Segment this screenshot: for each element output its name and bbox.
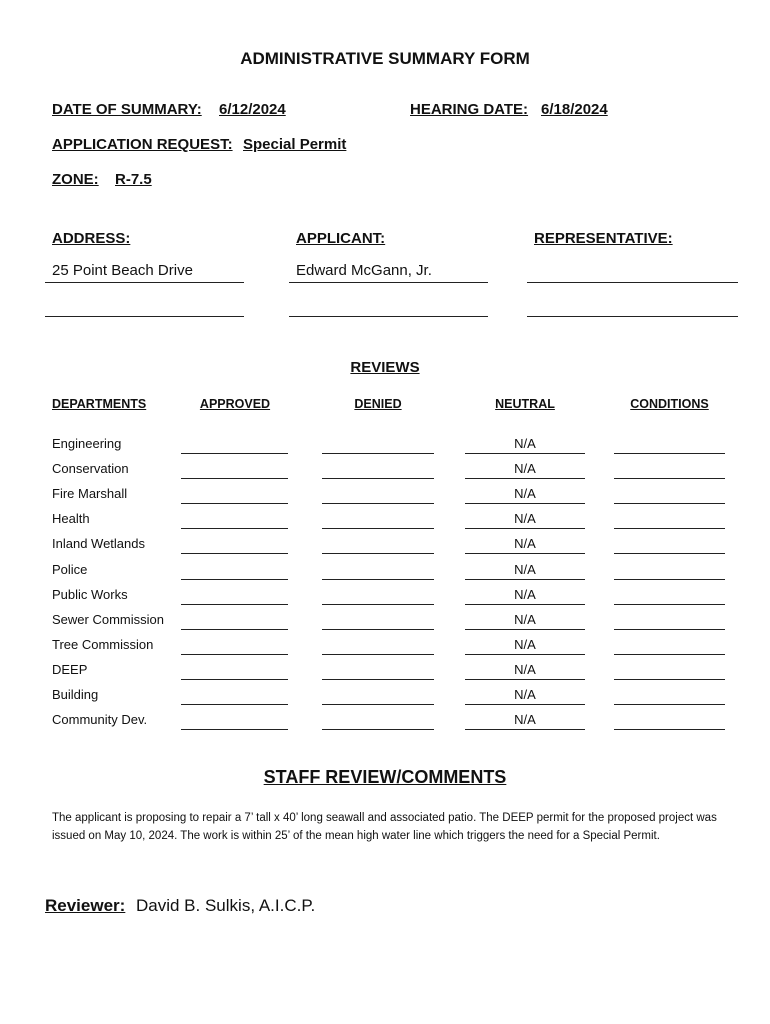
reviewer-label: Reviewer: [45,896,126,915]
conditions-line [614,453,725,454]
conditions-line [614,553,725,554]
denied-line [322,654,434,655]
conditions-line [614,654,725,655]
applicant-label: APPLICANT: [296,230,386,247]
department-name: Conservation [52,461,129,477]
neutral-line [465,679,585,680]
approved-line [181,553,288,554]
hearing-date-value: 6/18/2024 [541,101,608,118]
conditions-line [614,604,725,605]
approved-line [181,679,288,680]
department-name: Engineering [52,436,122,451]
application-request-value: Special Permit [243,136,347,153]
zone-value: R-7.5 [115,171,152,188]
conditions-line [614,579,725,580]
neutral-line [465,503,585,504]
approved-line [181,453,288,454]
neutral-value: N/A [514,636,536,652]
neutral-line [465,729,585,730]
reviews-title: REVIEWS [350,359,420,376]
neutral-value: N/A [514,461,536,477]
staff-review-title: STAFF REVIEW/COMMENTS [263,767,507,787]
neutral-line [465,553,585,554]
form-title: ADMINISTRATIVE SUMMARY FORM [240,49,530,68]
applicant-line-2 [289,316,488,317]
neutral-value: N/A [514,436,536,451]
approved-line [181,579,288,580]
representative-label: REPRESENTATIVE: [534,230,673,247]
department-name: Building [52,687,99,702]
neutral-line [465,579,585,580]
address-line-1 [45,282,244,283]
representative-line-2 [527,316,738,317]
neutral-line [465,453,585,454]
address-value: 25 Point Beach Drive [52,262,193,279]
neutral-line [465,629,585,630]
approved-line [181,704,288,705]
col-approved: APPROVED [199,397,271,411]
department-name: Health [52,511,90,527]
neutral-value: N/A [514,712,536,728]
reviewer-name: David B. Sulkis, A.I.C.P. [136,896,316,915]
conditions-line [614,478,725,479]
neutral-line [465,704,585,705]
denied-line [322,453,434,454]
denied-line [322,478,434,479]
department-name: Inland Wetlands [52,536,145,552]
staff-comments: The applicant is proposing to repair a 7’ tall x 40’ long seawall and associated patio. The DEEP permit for the proposed project was issued on May 10, 2024. The work is within 25’ of the mean high water line which triggers the need for a Special Permit. [52,812,717,842]
denied-line [322,528,434,529]
approved-line [181,528,288,529]
neutral-value: N/A [514,511,536,527]
neutral-value: N/A [514,536,536,552]
conditions-line [614,629,725,630]
department-name: Police [52,561,88,577]
neutral-value: N/A [514,586,536,602]
date-of-summary-value: 6/12/2024 [219,101,286,118]
denied-line [322,604,434,605]
denied-line [322,679,434,680]
department-name: Tree Commission [52,636,154,652]
conditions-line [614,729,725,730]
department-name: Community Dev. [52,712,148,728]
neutral-value: N/A [514,687,536,702]
approved-line [181,654,288,655]
approved-line [181,604,288,605]
date-of-summary-label: DATE OF SUMMARY: [52,101,202,118]
col-neutral: NEUTRAL [495,397,555,411]
approved-line [181,729,288,730]
denied-line [322,729,434,730]
applicant-value: Edward McGann, Jr. [296,262,432,279]
representative-line-1 [527,282,738,283]
application-request-label: APPLICATION REQUEST: [52,136,233,153]
neutral-value: N/A [514,661,536,677]
approved-line [181,503,288,504]
conditions-line [614,503,725,504]
department-name: DEEP [52,661,88,677]
neutral-line [465,478,585,479]
department-name: Fire Marshall [52,486,128,502]
hearing-date-label: HEARING DATE: [410,101,529,118]
denied-line [322,503,434,504]
applicant-line-1 [289,282,488,283]
denied-line [322,579,434,580]
department-name: Sewer Commission [52,611,164,627]
neutral-value: N/A [514,611,536,627]
approved-line [181,629,288,630]
address-line-2 [45,316,244,317]
department-name: Public Works [52,586,128,602]
col-conditions: CONDITIONS [630,397,709,411]
neutral-value: N/A [514,561,536,577]
col-denied: DENIED [354,397,402,411]
denied-line [322,704,434,705]
col-departments: DEPARTMENTS [52,397,147,411]
denied-line [322,629,434,630]
address-label: ADDRESS: [52,230,131,247]
denied-line [322,553,434,554]
neutral-line [465,604,585,605]
conditions-line [614,704,725,705]
conditions-line [614,528,725,529]
zone-label: ZONE: [52,171,99,188]
neutral-line [465,528,585,529]
neutral-value: N/A [514,486,536,502]
approved-line [181,478,288,479]
neutral-line [465,654,585,655]
conditions-line [614,679,725,680]
